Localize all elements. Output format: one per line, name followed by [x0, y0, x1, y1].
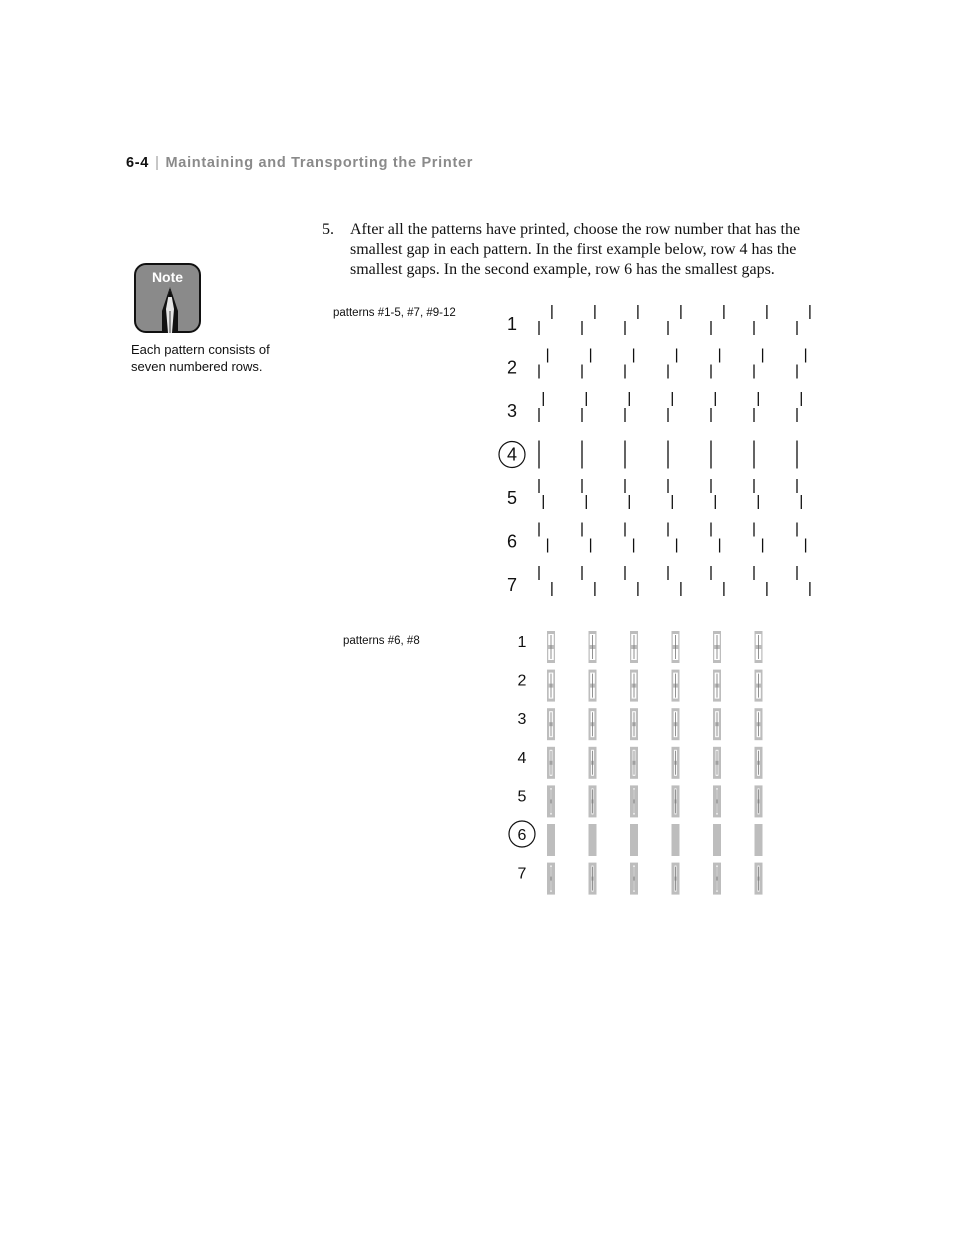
note-text: Each pattern consists of seven numbered rows.: [131, 342, 270, 374]
row-label: 2: [517, 672, 527, 690]
step-number: 5.: [322, 221, 334, 238]
figure2-caption: patterns #6, #8: [343, 635, 420, 647]
row-label: 6: [517, 827, 527, 844]
header-separator: |: [155, 155, 160, 171]
row-label: 4: [517, 749, 527, 767]
figure1-caption: patterns #1-5, #7, #9-12: [333, 307, 456, 319]
row-label: 1: [517, 634, 527, 651]
pattern-bar: [589, 824, 597, 856]
pencil-icon: [156, 285, 184, 333]
row-label: 7: [506, 575, 518, 595]
row-label: 5: [506, 488, 518, 508]
note-badge: [134, 263, 201, 333]
pattern-bar: [713, 824, 721, 856]
alignment-pattern-figure-1: [490, 296, 830, 596]
chapter-title: Maintaining and Transporting the Printer: [165, 155, 474, 171]
row-label: 1: [506, 314, 518, 334]
note-label: Note: [151, 269, 184, 285]
pattern-bar: [672, 824, 680, 856]
page-number: 6-4: [126, 155, 150, 171]
alignment-pattern-figure-2: [500, 624, 790, 899]
pattern-bar: [755, 824, 763, 856]
pattern-bar: [630, 824, 638, 856]
pattern-bar: [547, 824, 555, 856]
step-text: After all the patterns have printed, choose the row number that has the smallest gap in each pattern. In the first example below, row 4 has the smallest gaps. In the second example, row 6 has the smallest gaps.: [350, 221, 801, 278]
row-label: 5: [517, 788, 527, 806]
row-label: 2: [506, 357, 518, 378]
row-label: 7: [517, 865, 527, 883]
row-label: 6: [506, 531, 518, 552]
row-label: 3: [517, 711, 527, 729]
row-label: 4: [506, 444, 518, 465]
running-header: [126, 155, 473, 171]
row-label: 3: [506, 401, 518, 421]
